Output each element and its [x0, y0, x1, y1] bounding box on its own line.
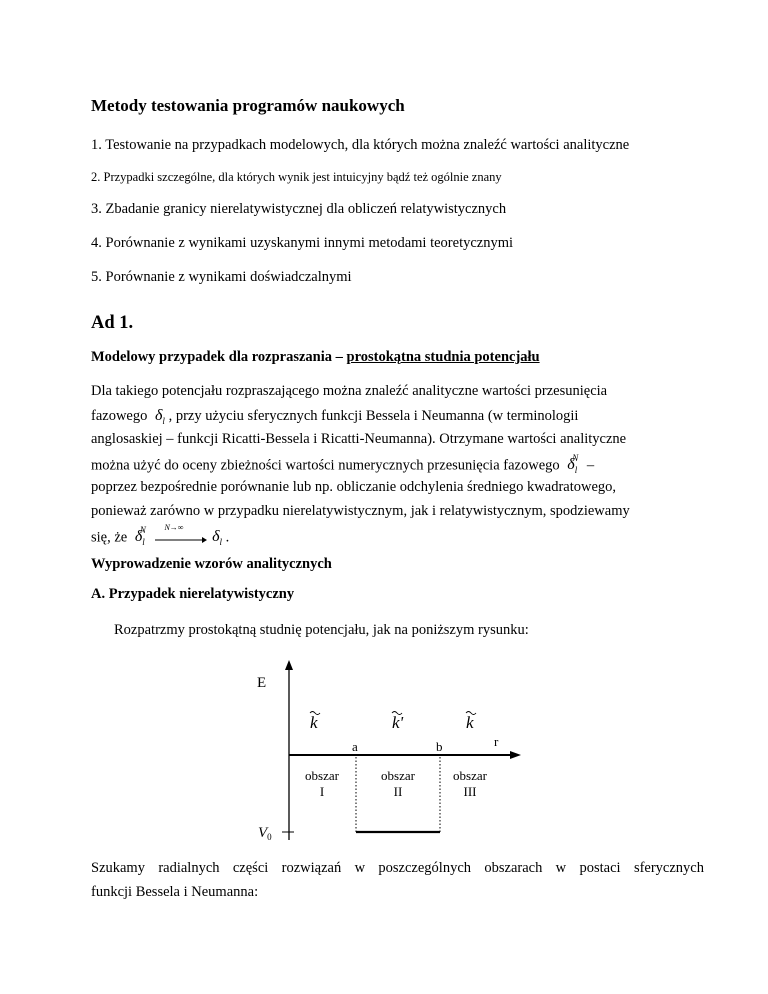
para-line-7: się, że $\delta_l^N$ N→∞ $\delta_l$ .: [91, 523, 230, 548]
k-region-1: k: [310, 713, 318, 732]
region-1-numeral: I: [319, 784, 325, 799]
e-axis-label: E: [257, 675, 267, 691]
para-line-1: Dla takiego potencjału rozpraszającego można znaleźć analityczne wartości przesunięcia: [91, 383, 608, 399]
region-3-word: obszar: [453, 768, 487, 783]
region-2-word: obszar: [381, 768, 415, 783]
region-1-word: obszar: [305, 768, 339, 783]
closing-line-1: Szukamy radialnych części rozwiązań w poszczególnych obszarach w postaci sferycznych: [91, 860, 704, 876]
heading-derivation: Wyprowadzenie wzorów analitycznych: [91, 556, 332, 572]
v0-label: $V_0$: [258, 825, 272, 842]
boundary-b-label: b: [436, 739, 443, 754]
subheading-prefix: Modelowy przypadek dla rozpraszania –: [91, 349, 347, 365]
page-title: Metody testowania programów naukowych: [91, 96, 405, 115]
boundary-a-label: a: [352, 739, 358, 754]
list-item-4: 4. Porównanie z wynikami uzyskanymi innymi metodami teoretycznymi: [91, 235, 514, 251]
region-3-numeral: III: [463, 784, 477, 799]
list-item-1: 1. Testowanie na przypadkach modelowych, dla których można znaleźć wartości analityczne: [91, 137, 630, 153]
e-axis-arrow: [285, 660, 293, 670]
r-axis-label: r: [494, 734, 499, 749]
r-axis-arrow: [510, 751, 521, 759]
list-item-5: 5. Porównanie z wynikami doświadczalnymi: [91, 269, 352, 285]
para-line-2: fazowego $\delta_l$ , przy użyciu sferycznych funkcji Bessela i Neumanna (w terminologii: [91, 407, 579, 427]
para-line-4: można użyć do oceny zbieżności wartości numerycznych przesunięcia fazowego $\delta_l^N$ –: [91, 453, 595, 476]
region-2-numeral: II: [393, 784, 403, 799]
section-heading: Ad 1.: [91, 313, 134, 333]
para-line-6: ponieważ zarówno w przypadku nierelatywistycznym, jak i relatywistycznym, spodziewamy: [91, 503, 630, 519]
limit-arrow: N→∞: [154, 531, 208, 545]
para-line-5: poprzez bezpośrednie porównanie lub np. obliczanie odchylenia średniego kwadratowego,: [91, 479, 617, 495]
k-prime-region-2: k': [392, 713, 404, 732]
para-line-3: anglosaskiej – funkcji Ricatti-Bessela i Ricatti-Neumanna). Otrzymane wartości analityczne: [91, 431, 627, 447]
list-item-2: 2. Przypadki szczególne, dla których wynik jest intuicyjny bądź też ogólnie znany: [91, 170, 502, 184]
delta-symbol: $\delta_l$: [150, 407, 165, 427]
list-item-3: 3. Zbadanie granicy nierelatywistycznej dla obliczeń relatywistycznych: [91, 201, 507, 217]
subheading-underlined: prostokątna studnia potencjału: [346, 349, 540, 365]
delta-n-symbol: $\delta_l^N$: [563, 453, 579, 476]
heading-case-a: A. Przypadek nierelatywistyczny: [91, 586, 295, 602]
closing-line-2: funkcji Bessela i Neumanna:: [91, 884, 259, 900]
k-region-3: k: [466, 713, 474, 732]
intro-text: Rozpatrzmy prostokątną studnię potencjału, jak na poniższym rysunku:: [114, 622, 529, 638]
